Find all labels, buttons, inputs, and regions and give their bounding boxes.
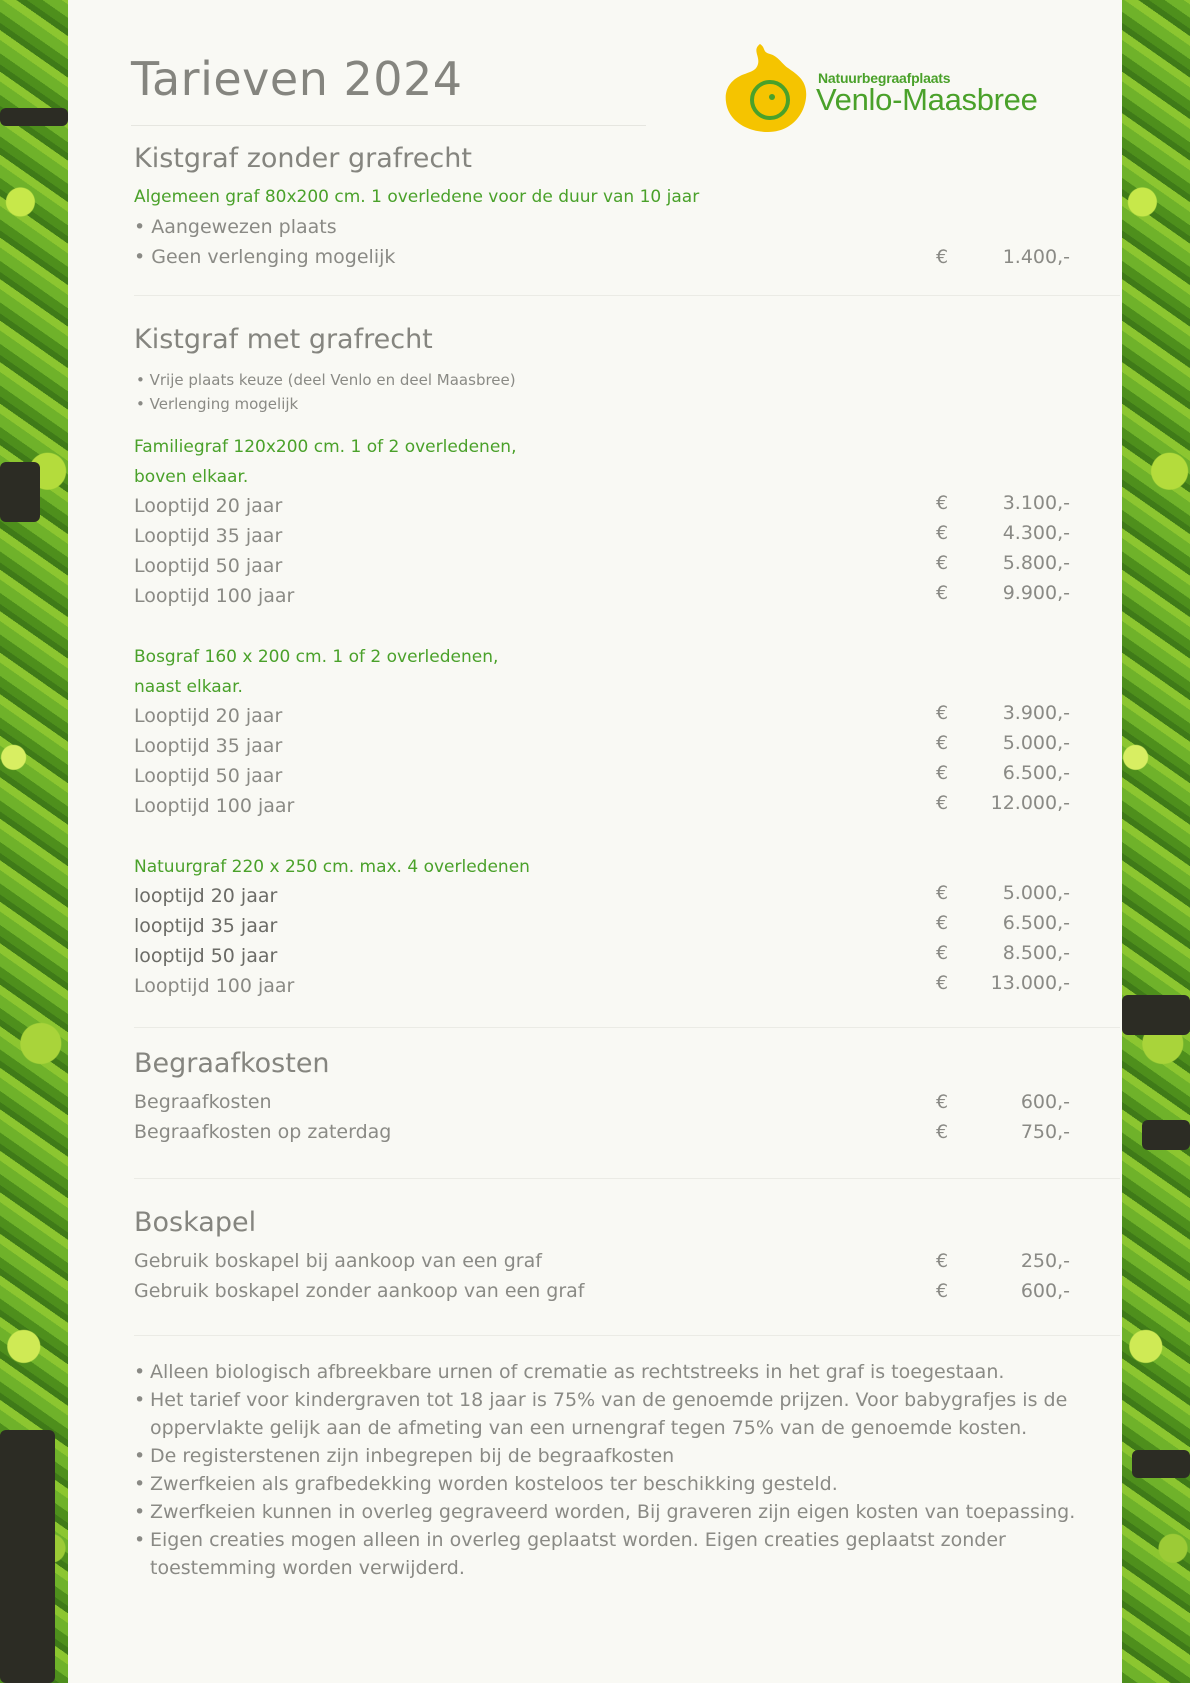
price: 3.100,- [1002, 492, 1070, 514]
feature-bullet: • Vrije plaats keuze (deel Venlo en deel Maasbree) [136, 371, 516, 389]
cost-label: Begraafkosten op zaterdag [134, 1121, 392, 1143]
terms-item: • Zwerfkeien als grafbedekking worden kosteloos ter beschikking gesteld. [134, 1470, 1094, 1498]
price: 4.300,- [1002, 522, 1070, 544]
cost-label: Begraafkosten [134, 1091, 272, 1113]
section-heading: Kistgraf met grafrecht [134, 324, 433, 355]
price: 6.500,- [1002, 912, 1070, 934]
cost-label: Gebruik boskapel zonder aankoop van een graf [134, 1280, 585, 1302]
price: 3.900,- [1002, 702, 1070, 724]
feature-bullet: • Aangewezen plaats [134, 216, 337, 238]
grave-description: Natuurgraf 220 x 250 cm. max. 4 overledenen [134, 857, 530, 877]
section-heading: Boskapel [134, 1207, 257, 1238]
currency-symbol: € [936, 1280, 949, 1302]
term-label: looptijd 20 jaar [134, 885, 278, 907]
currency-symbol: € [936, 582, 949, 604]
price: 5.000,- [1002, 732, 1070, 754]
term-label: looptijd 50 jaar [134, 945, 278, 967]
price: 600,- [1020, 1280, 1070, 1302]
price: 6.500,- [1002, 762, 1070, 784]
price: 1.400,- [1002, 246, 1070, 268]
price: 9.900,- [1002, 582, 1070, 604]
price: 12.000,- [990, 792, 1070, 814]
currency-symbol: € [936, 882, 949, 904]
terms-item: • Eigen creaties mogen alleen in overleg geplaatst worden. Eigen creaties geplaatst zonder toestemming worden verwijderd. [134, 1526, 1094, 1582]
currency-symbol: € [936, 1121, 949, 1143]
tree-border-right [1122, 0, 1190, 1683]
term-label: Looptijd 100 jaar [134, 975, 295, 997]
currency-symbol: € [936, 1091, 949, 1113]
term-label: Looptijd 100 jaar [134, 585, 295, 607]
currency-symbol: € [936, 972, 949, 994]
logo-blob-icon [722, 42, 810, 134]
currency-symbol: € [936, 942, 949, 964]
section-divider [134, 1178, 1120, 1179]
section-divider [134, 295, 1120, 296]
terms-item: • Zwerfkeien kunnen in overleg gegraveerd worden, Bij graveren zijn eigen kosten van toepassing. [134, 1498, 1094, 1526]
grave-description: boven elkaar. [134, 467, 249, 487]
cost-label: Gebruik boskapel bij aankoop van een graf [134, 1250, 542, 1272]
section-divider [134, 1027, 1120, 1028]
currency-symbol: € [936, 912, 949, 934]
currency-symbol: € [936, 246, 949, 268]
currency-symbol: € [936, 762, 949, 784]
section-divider [134, 1335, 1120, 1336]
term-label: Looptijd 20 jaar [134, 705, 283, 727]
currency-symbol: € [936, 1250, 949, 1272]
currency-symbol: € [936, 702, 949, 724]
currency-symbol: € [936, 552, 949, 574]
currency-symbol: € [936, 522, 949, 544]
price: 750,- [1020, 1121, 1070, 1143]
term-label: Looptijd 100 jaar [134, 795, 295, 817]
price: 250,- [1020, 1250, 1070, 1272]
term-label: Looptijd 20 jaar [134, 495, 283, 517]
term-label: Looptijd 50 jaar [134, 555, 283, 577]
term-label: Looptijd 50 jaar [134, 765, 283, 787]
grave-description: naast elkaar. [134, 677, 243, 697]
grave-description: Bosgraf 160 x 200 cm. 1 of 2 overledenen, [134, 647, 499, 667]
term-label: Looptijd 35 jaar [134, 525, 283, 547]
terms-item: • Het tarief voor kindergraven tot 18 jaar is 75% van de genoemde prijzen. Voor babygrafjes is de oppervlakte gelijk aan de afmeting van een urnengraf tegen 75% van de genoemde kosten. [134, 1386, 1094, 1442]
currency-symbol: € [936, 732, 949, 754]
terms-item: • De registerstenen zijn inbegrepen bij de begraafkosten [134, 1442, 1094, 1470]
page-title: Tarieven 2024 [131, 52, 463, 106]
logo-name: Venlo-Maasbree [816, 82, 1038, 117]
logo-subtitle: Natuurbegraafplaats [818, 70, 951, 86]
term-label: Looptijd 35 jaar [134, 735, 283, 757]
title-divider [131, 125, 646, 126]
price: 5.800,- [1002, 552, 1070, 574]
logo [716, 32, 1076, 142]
currency-symbol: € [936, 492, 949, 514]
price: 13.000,- [990, 972, 1070, 994]
grave-description: Algemeen graf 80x200 cm. 1 overledene voor de duur van 10 jaar [134, 187, 700, 207]
price: 8.500,- [1002, 942, 1070, 964]
feature-bullet: • Geen verlenging mogelijk [134, 246, 396, 268]
terms-list [134, 1358, 1094, 1582]
price-sheet [68, 0, 1122, 1683]
section-heading: Kistgraf zonder grafrecht [134, 143, 472, 174]
price: 5.000,- [1002, 882, 1070, 904]
terms-item: • Alleen biologisch afbreekbare urnen of crematie as rechtstreeks in het graf is toegestaan. [134, 1358, 1094, 1386]
currency-symbol: € [936, 792, 949, 814]
price: 600,- [1020, 1091, 1070, 1113]
section-heading: Begraafkosten [134, 1048, 330, 1079]
tree-border-left [0, 0, 68, 1683]
term-label: looptijd 35 jaar [134, 915, 278, 937]
grave-description: Familiegraf 120x200 cm. 1 of 2 overledenen, [134, 437, 517, 457]
feature-bullet: • Verlenging mogelijk [136, 395, 299, 413]
